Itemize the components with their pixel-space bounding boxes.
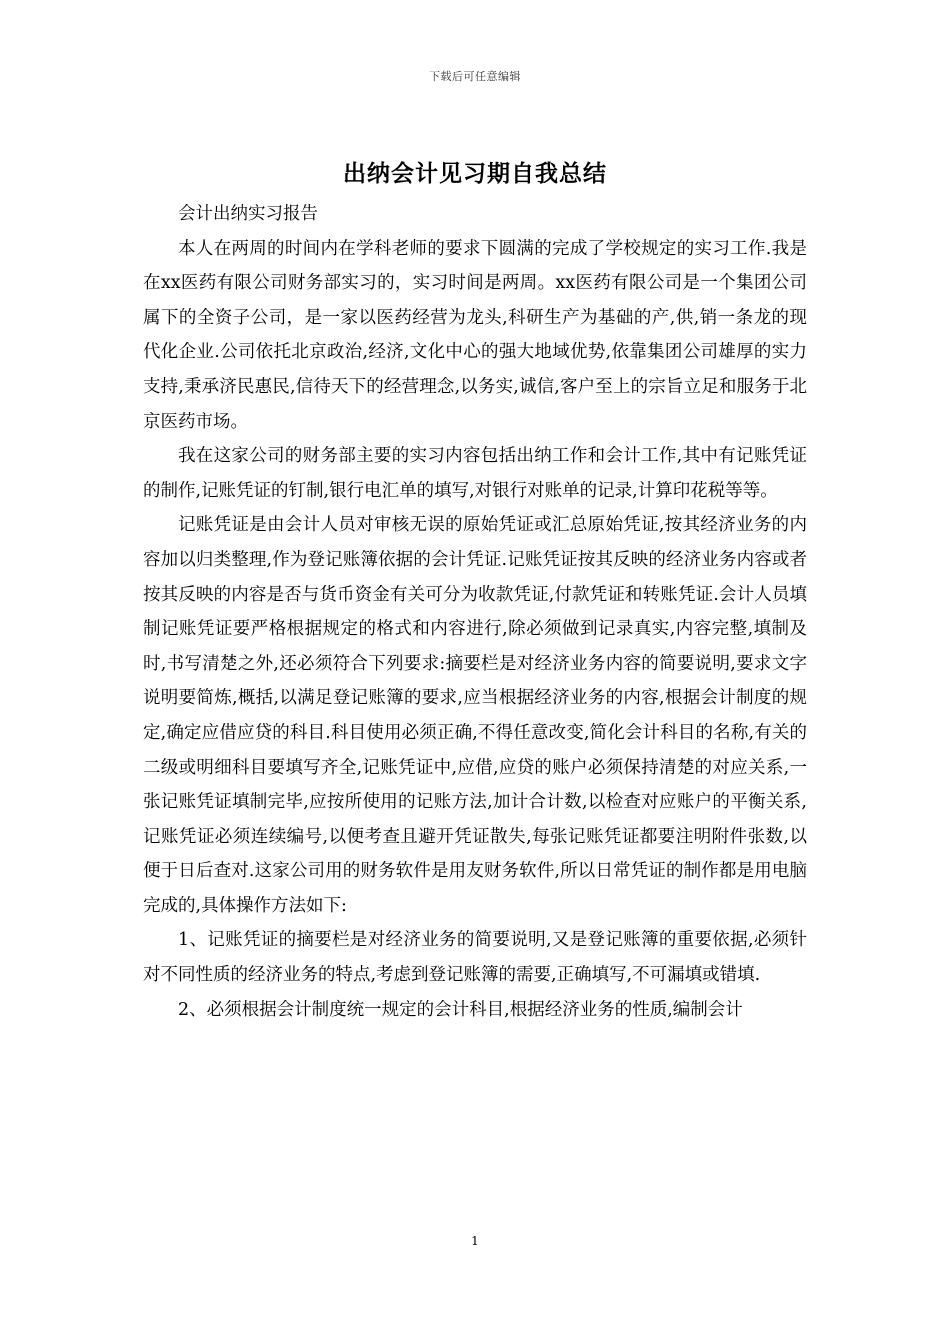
body-paragraph: 记账凭证是由会计人员对审核无误的原始凭证或汇总原始凭证,按其经济业务的内容加以归类整理,作为登记账簿依据的会计凭证.记账凭证按其反映的经济业务内容或者按其反映的内容是否与货币资金有关可分为收款凭证,付款凭证和转账凭证.会计人员填制记账凭证要严格根据规定的格式和内容进行,除必须做到记录真实,内容完整,填制及时,书写清楚之外,还必须符合下列要求:摘要栏是对经济业务内容的简要说明,要求文字说明要简炼,概括,以满足登记账簿的要求,应当根据经济业务的内容,根据会计制度的规定,确定应借应贷的科目.科目使用必须正确,不得任意改变,简化会计科目的名称,有关的二级或明细科目要填写齐全,记账凭证中,应借,应贷的账户必须保持清楚的对应关系,一张记账凭证填制完毕,应按所使用的记账方法,加计合计数,以检查对应账户的平衡关系,记账凭证必须连续编号,以便考查且避开凭证散失,每张记账凭证都要注明附件张数,以便于日后查对.这家公司用的财务软件是用友财务软件,所以日常凭证的制作都是用电脑完成的,具体操作方法如下: <box>143 515 807 916</box>
document-body <box>143 197 807 1027</box>
list-paragraph: 1、记账凭证的摘要栏是对经济业务的简要说明,又是登记账簿的重要依据,必须针对不同性质的经济业务的特点,考虑到登记账簿的需要,正确填写,不可漏填或错填. <box>143 930 807 986</box>
document-title: 出纳会计见习期自我总结 <box>343 160 607 187</box>
body-paragraph: 本人在两周的时间内在学科老师的要求下圆满的完成了学校规定的实习工作.我是在xx医药有限公司财务部实习的，实习时间是两周。xx医药有限公司是一个集团公司属下的全资子公司，是一家以医药经营为龙头,科研生产为基础的产,供,销一条龙的现代化企业.公司依托北京政治,经济,文化中心的强大地域优势,依靠集团公司雄厚的实力支持,秉承济民惠民,信待天下的经营理念,以务实,诚信,客户至上的宗旨立足和服务于北京医药市场。 <box>143 238 807 432</box>
list-paragraph: 2、必须根据会计制度统一规定的会计科目,根据经济业务的性质,编制会计 <box>178 999 743 1020</box>
page-number: 1 <box>471 1234 479 1248</box>
body-paragraph: 我在这家公司的财务部主要的实习内容包括出纳工作和会计工作,其中有记账凭证的制作,记账凭证的钉制,银行电汇单的填写,对银行对账单的记录,计算印花税等等。 <box>143 446 807 501</box>
header-note: 下载后可任意编辑 <box>429 70 521 83</box>
subtitle-paragraph: 会计出纳实习报告 <box>178 204 318 224</box>
